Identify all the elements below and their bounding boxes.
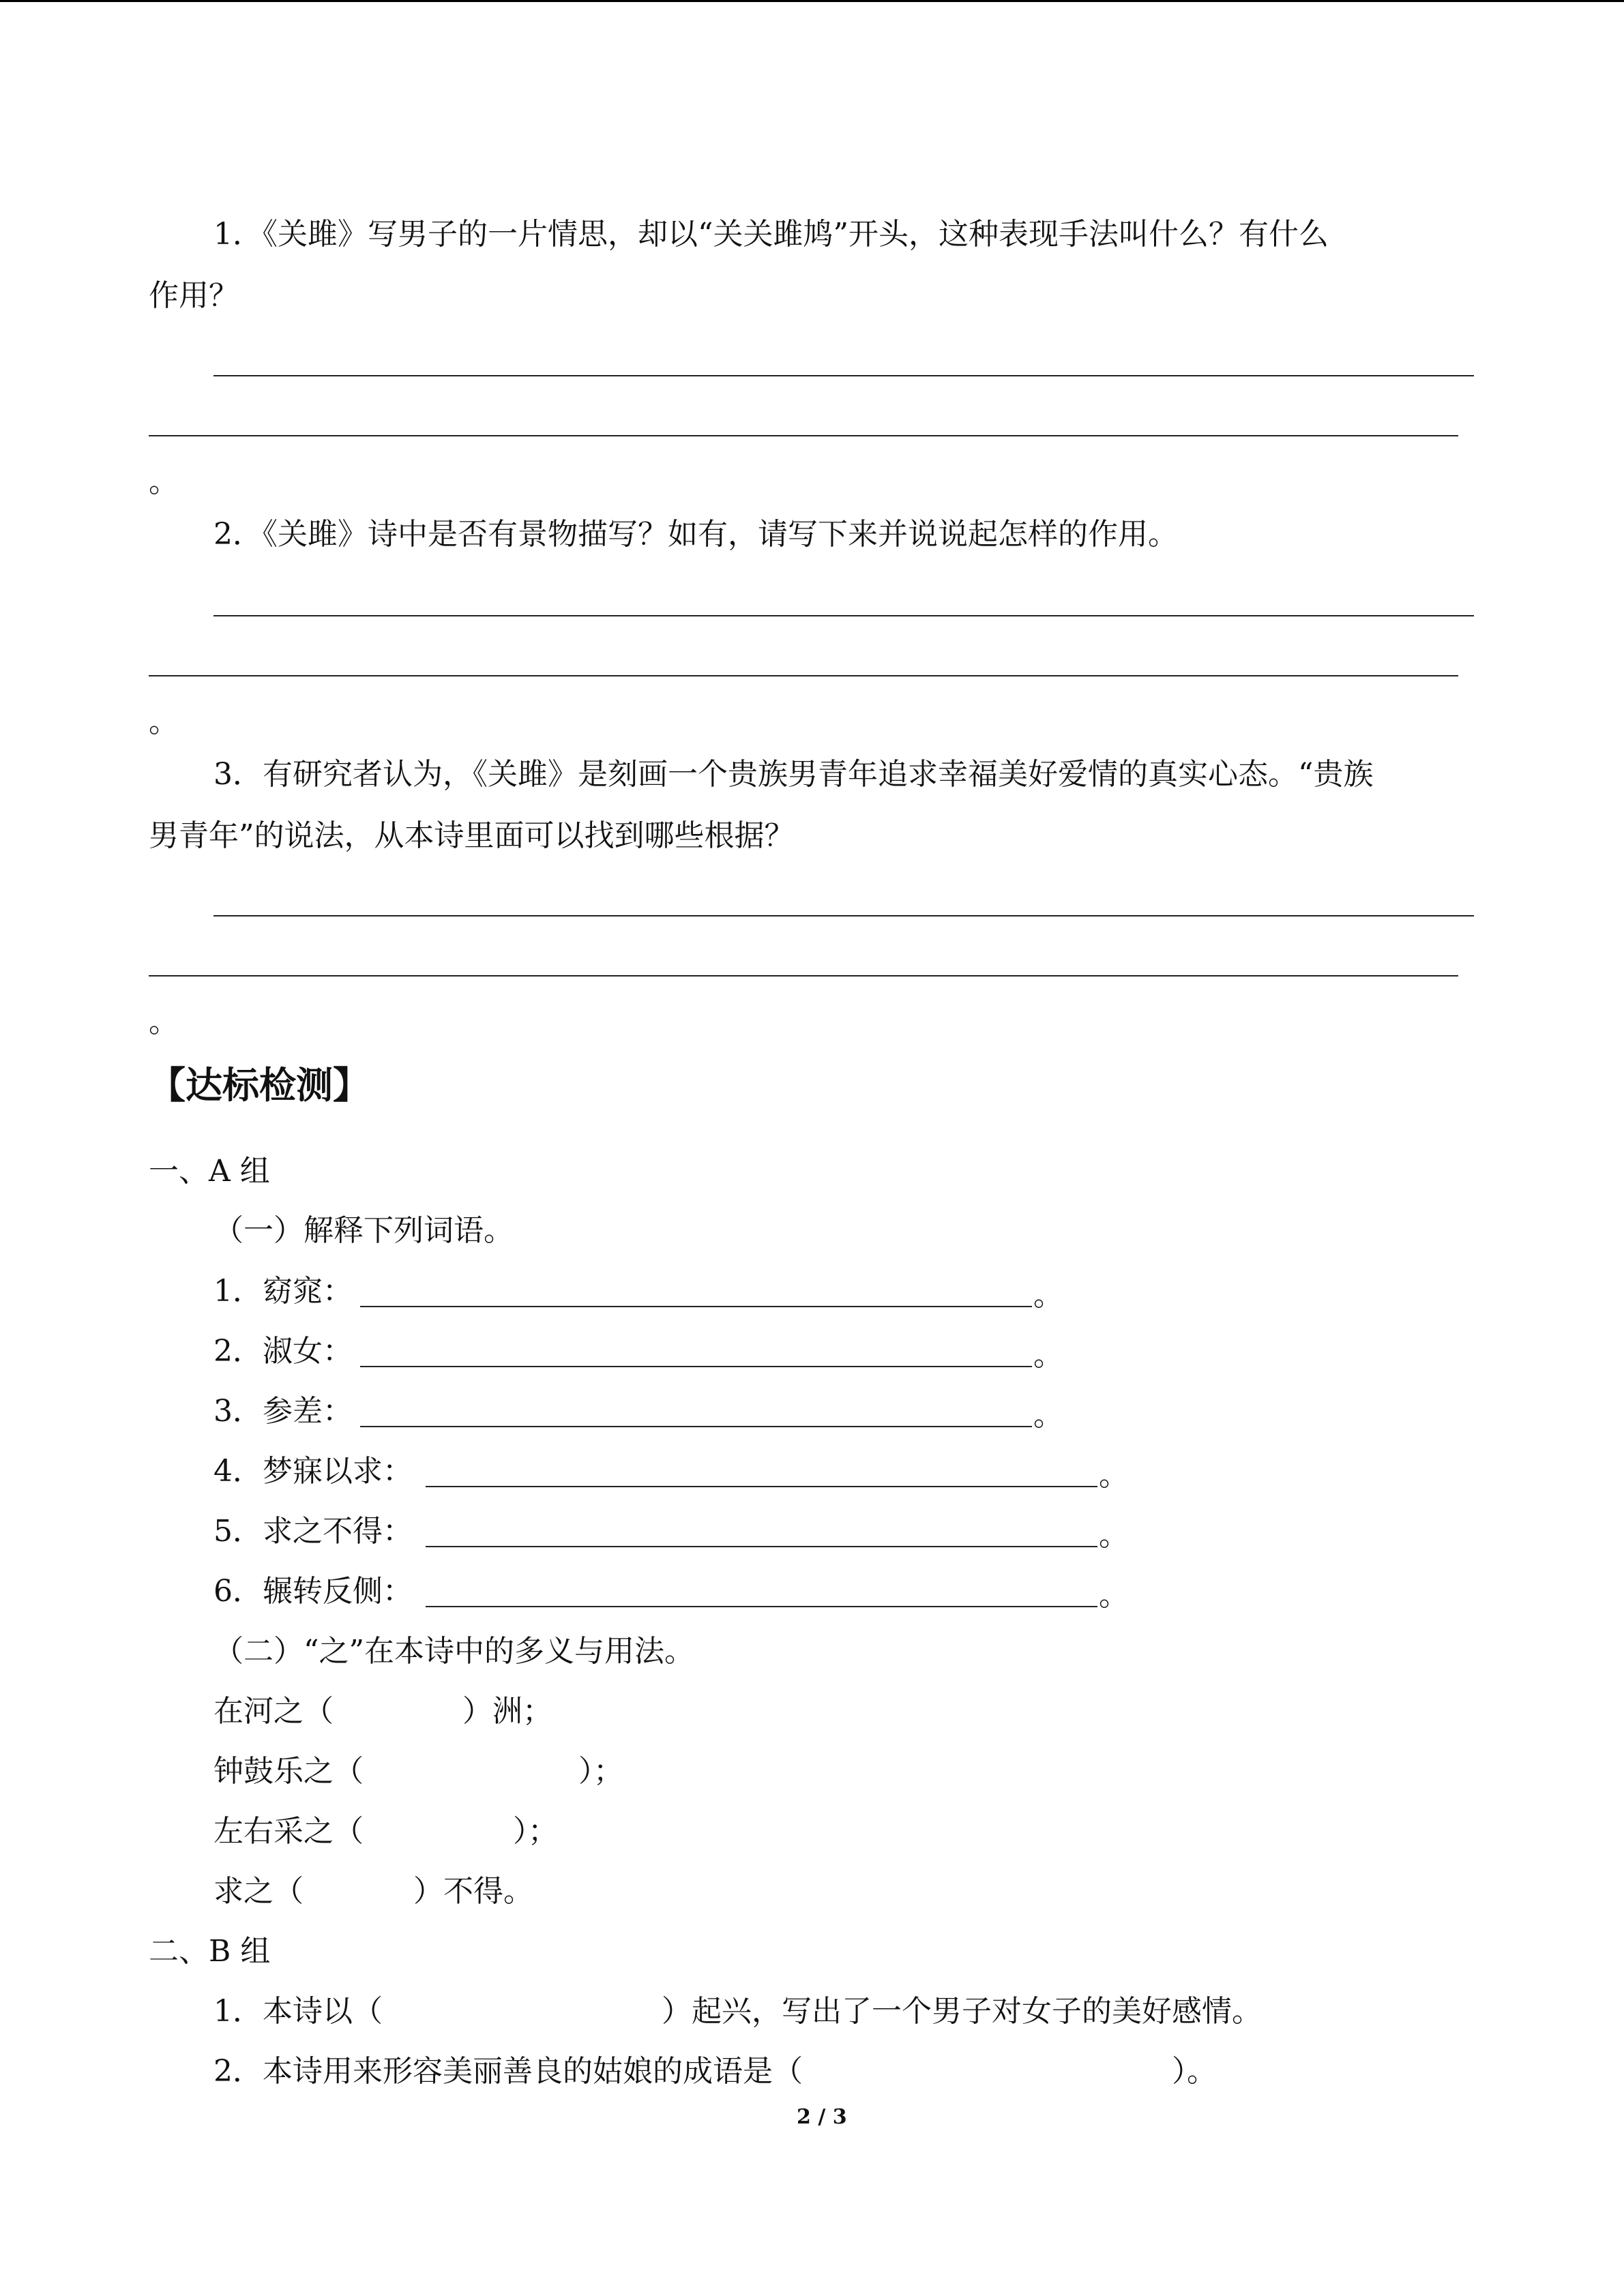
answer-line[interactable] (149, 435, 1458, 436)
usage-item-after: ）不得。 (413, 1874, 533, 1909)
usage-item-before: 左右采之（ (213, 1814, 364, 1849)
answer-end-mark: 。 (149, 464, 179, 499)
page-top-border (0, 0, 1624, 2)
vocab-end-mark: 。 (1033, 1398, 1063, 1433)
question-3-text-cont: 男青年”的说法，从本诗里面可以找到哪些根据？ (149, 818, 795, 853)
section-title: 【达标检测】 (149, 1063, 370, 1107)
usage-item-after: ）； (578, 1754, 623, 1789)
vocab-item-label: 1．窈窕： (213, 1274, 353, 1309)
vocab-item-label: 4．梦寐以求： (213, 1454, 413, 1489)
page-number: 2 / 3 (797, 2105, 847, 2129)
vocab-item-label: 3．参差： (213, 1394, 353, 1429)
answer-end-mark: 。 (149, 704, 179, 739)
question-2-text: 2．《关雎》诗中是否有景物描写？如有，请写下来并说说起怎样的作用。 (213, 517, 1178, 552)
question-1-text: 1．《关雎》写男子的一片情思，却以“关关雎鸠”开头，这种表现手法叫什么？有什么 (213, 217, 1329, 252)
usage-item-after: ）； (513, 1814, 558, 1849)
vocab-answer-line[interactable] (360, 1426, 1032, 1427)
vocab-end-mark: 。 (1033, 1278, 1063, 1313)
vocab-item-label: 2．淑女： (213, 1334, 353, 1369)
answer-line[interactable] (149, 675, 1458, 676)
vocab-answer-line[interactable] (360, 1306, 1032, 1307)
usage-item-before: 求之（ (213, 1874, 304, 1909)
question-1-text-cont: 作用？ (149, 278, 239, 313)
question-3-text: 3．有研究者认为，《关雎》是刻画一个贵族男青年追求幸福美好爱情的真实心态。“贵族 (213, 757, 1374, 792)
vocab-end-mark: 。 (1099, 1458, 1129, 1493)
part-1-heading: （一）解释下列词语。 (213, 1213, 514, 1248)
group-a-heading: 一、A 组 (149, 1154, 270, 1189)
vocab-answer-line[interactable] (426, 1486, 1097, 1487)
answer-line[interactable] (213, 915, 1474, 916)
vocab-item-label: 6．辗转反侧： (213, 1574, 413, 1609)
vocab-answer-line[interactable] (426, 1606, 1097, 1607)
group-b-heading: 二、B 组 (149, 1934, 271, 1969)
answer-line[interactable] (213, 615, 1474, 616)
fill-item-before: 2．本诗用来形容美丽善良的姑娘的成语是（ (213, 2054, 803, 2089)
fill-item-after: ）起兴，写出了一个男子对女子的美好感情。 (662, 1994, 1262, 2029)
answer-line[interactable] (213, 375, 1474, 376)
vocab-end-mark: 。 (1033, 1338, 1063, 1373)
vocab-end-mark: 。 (1099, 1518, 1129, 1553)
vocab-end-mark: 。 (1099, 1578, 1129, 1613)
answer-line[interactable] (149, 975, 1458, 976)
usage-item-before: 钟鼓乐之（ (213, 1754, 364, 1789)
usage-item-after: ）洲； (462, 1694, 552, 1729)
answer-end-mark: 。 (149, 1004, 179, 1039)
usage-item-before: 在河之（ (213, 1694, 334, 1729)
vocab-answer-line[interactable] (360, 1366, 1032, 1367)
fill-item-after: ）。 (1172, 2054, 1217, 2089)
vocab-answer-line[interactable] (426, 1546, 1097, 1547)
part-2-heading: （二）“之”在本诗中的多义与用法。 (213, 1634, 694, 1669)
vocab-item-label: 5．求之不得： (213, 1514, 413, 1549)
fill-item-before: 1．本诗以（ (213, 1994, 383, 2029)
